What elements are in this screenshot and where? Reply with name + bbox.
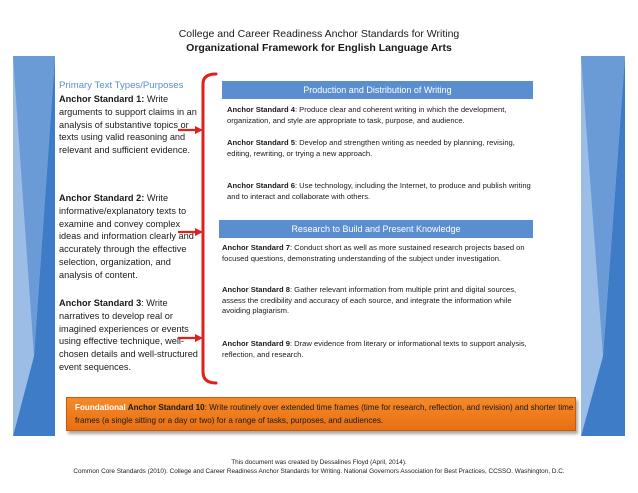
anchor-standard-4-text: : Produce clear and coherent writing in which the development, organization, and style are appropriate to task, purpose, and audience.	[227, 105, 507, 125]
anchor-standard-4-label: Anchor Standard 4	[227, 105, 295, 114]
red-bracket	[203, 74, 216, 383]
anchor-standard-6	[227, 181, 531, 202]
anchor-standard-2-text: Write informative/explanatory texts to examine and convey complex ideas and information clearly and accurately through the effective selection, organization, and analysis of content.	[59, 193, 194, 280]
anchor-standard-7	[222, 243, 532, 264]
anchor-standard-5-text: : Develop and strengthen writing as needed by planning, revising, editing, rewriting, or trying a new approach.	[227, 138, 515, 158]
anchor-standard-1-text: Write arguments to support claims in an analysis of substantive topics or texts using valid reasoning and relevant and sufficient evidence.	[59, 94, 197, 156]
arrow-icon-2	[178, 228, 203, 236]
foundational-word: Foundational	[75, 403, 126, 412]
primary-text-types-heading: Primary Text Types/Purposes	[59, 80, 184, 91]
anchor-standard-6-text: : Use technology, including the Internet, to produce and publish writing and to interact and collaborate with others.	[227, 181, 531, 201]
anchor-standard-2-label: Anchor Standard 2:	[59, 193, 145, 203]
anchor-standard-8	[222, 285, 532, 317]
production-distribution-header: Production and Distribution of Writing	[222, 81, 533, 99]
arrow-icon-1	[178, 126, 203, 134]
anchor-standard-3-text: : Write narratives to develop real or imagined experiences or events using effective technique, well-chosen details and well-structured event sequences.	[59, 298, 198, 372]
anchor-standard-7-label: Anchor Standard 7	[222, 243, 290, 252]
anchor-standard-3-label: Anchor Standard 3	[59, 298, 142, 308]
anchor-standard-5	[227, 138, 531, 159]
footer-citation: Common Core Standards (2010). College and Career Readiness Anchor Standards for Writing. National Governors Association for Best Practices, CCSSO. Washington, D.C.	[73, 468, 565, 475]
anchor-standard-7-text: : Conduct short as well as more sustained research projects based on focused questions, demonstrating understanding of the subject under investigation.	[222, 243, 525, 263]
anchor-standard-9	[222, 339, 532, 360]
anchor-standard-4	[227, 105, 531, 126]
anchor-standard-10-text: : Write routinely over extended time frames (time for research, reflection, and revision) and shorter time frames (a single sitting or a day or two) for a range of tasks, purposes, and audiences.	[75, 403, 574, 425]
anchor-standard-8-text: : Gather relevant information from multiple print and digital sources, assess the credibility and accuracy of each source, and integrate the information while avoiding plagiarism.	[222, 285, 517, 316]
foundational-standard-box	[66, 397, 576, 431]
anchor-standard-1-label: Anchor Standard 1:	[59, 94, 145, 104]
anchor-standard-10-label: Anchor Standard 10	[125, 403, 205, 412]
research-knowledge-header: Research to Build and Present Knowledge	[219, 220, 533, 238]
anchor-standard-9-text: : Draw evidence from literary or informational texts to support analysis, reflection, and research.	[222, 339, 527, 359]
anchor-standard-6-label: Anchor Standard 6	[227, 181, 295, 190]
anchor-standard-9-label: Anchor Standard 9	[222, 339, 290, 348]
document-subtitle: Organizational Framework for English Language Arts	[186, 42, 452, 54]
anchor-standard-5-label: Anchor Standard 5	[227, 138, 295, 147]
footer-credit: This document was created by Dessalines Floyd (April, 2014).	[231, 459, 407, 466]
document-title: College and Career Readiness Anchor Standards for Writing	[178, 28, 460, 40]
anchor-standard-8-label: Anchor Standard 8	[222, 285, 290, 294]
arrow-icon-3	[178, 334, 203, 342]
